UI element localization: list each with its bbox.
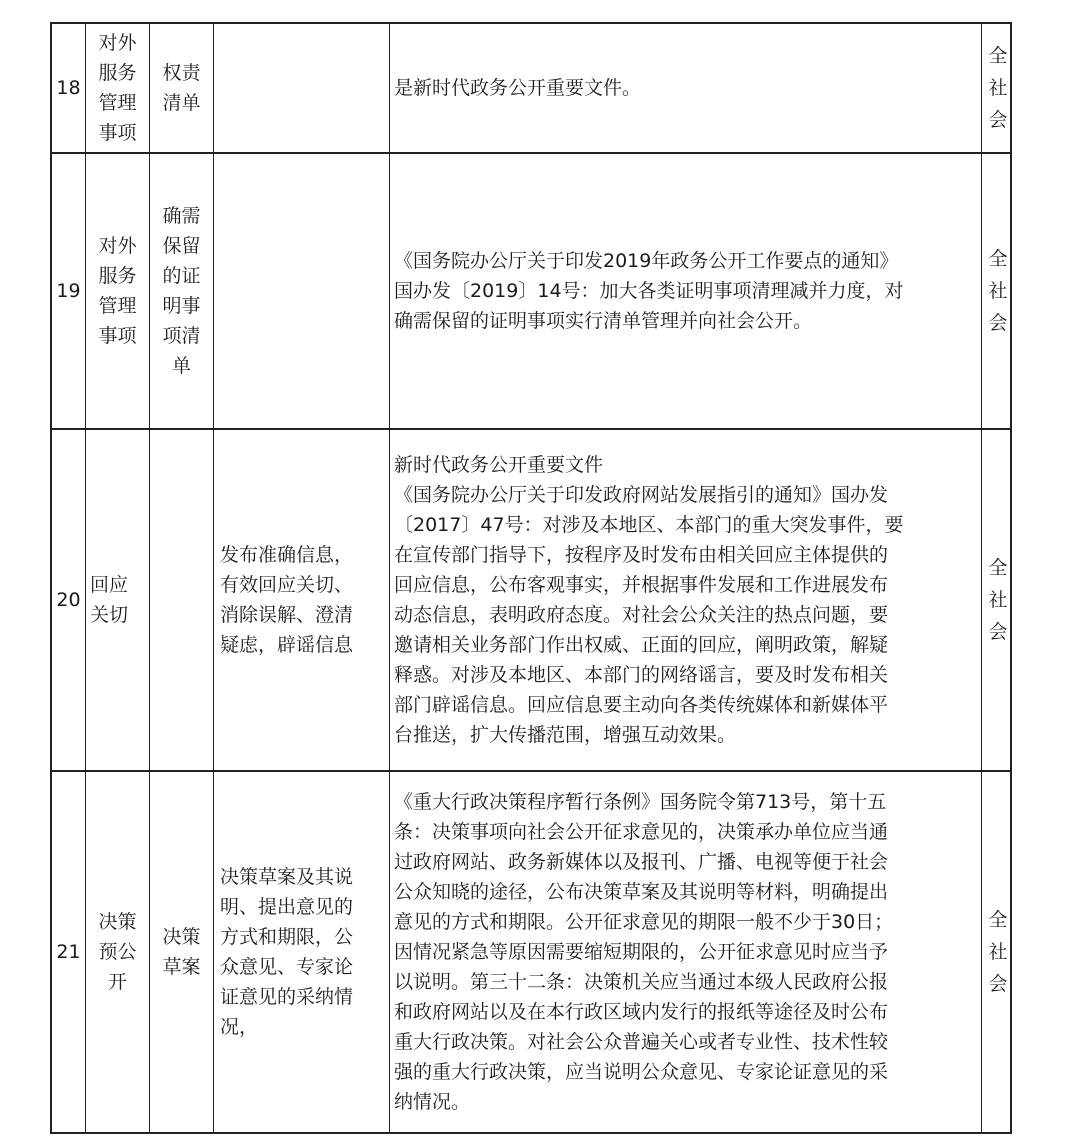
table-row: [50, 154, 1012, 430]
table-row: [50, 772, 1012, 1134]
scope-cell: 全 社 会: [988, 557, 1008, 643]
row-number: 18: [52, 24, 86, 152]
disclosure-table: [50, 22, 1012, 1134]
row-number: 20: [52, 430, 86, 770]
basis-cell: 《重大行政决策程序暂行条例》国务院令第713号，第十五 条：决策事项向社会公开征求意见的，决策承办单位应当通 过政府网站、政务新媒体以及报刊、广播、电视等便于社会 公众知晓的途径，公布决策草案及其说明等材料，明确提出 意见的方式和期限。公开征求意见的期限一般不少于30日； 因情况紧急等原因需要缩短期限的，公开征求意见时应当予 以说明。第三十二条：决策机关应当通过本级人民政府公报 和政府网站以及在本行政区域内发行的报纸等途径及时公布 重大行政决策。对社会公众普遍关心或者专业性、技术性较 强的重大行政决策，应当说明公众意见、专家论证意见的采 纳情况。: [390, 772, 982, 1132]
content-cell: 发布准确信息， 有效回应关切、 消除误解、澄清 疑虑，辟谣信息: [214, 430, 390, 770]
content-cell: 决策草案及其说 明、提出意见的 方式和期限，公 众意见、专家论 证意见的采纳情 况，: [214, 772, 390, 1132]
item-cell: 确需 保留 的证 明事 项清 单: [150, 154, 214, 428]
table-row: [50, 430, 1012, 772]
item-cell: 决策 草案: [150, 772, 214, 1132]
basis-cell: 新时代政务公开重要文件 《国务院办公厅关于印发政府网站发展指引的通知》国办发 〔2017〕47号：对涉及本地区、本部门的重大突发事件，要 在宣传部门指导下，按程序及时发布由相关回应主体提供的 回应信息，公布客观事实，并根据事件发展和工作进展发布 动态信息，表明政府态度。对社会公众关注的热点问题，要 邀请相关业务部门作出权威、正面的回应，阐明政策，解疑 释惑。对涉及本地区、本部门的网络谣言，要及时发布相关 部门辟谣信息。回应信息要主动向各类传统媒体和新媒体平 台推送，扩大传播范围，增强互动效果。: [390, 430, 982, 770]
content-cell: [214, 154, 390, 428]
category-cell: 对外 服务 管理 事项: [86, 24, 150, 152]
row-number: 21: [52, 772, 86, 1132]
basis-cell: 《国务院办公厅关于印发2019年政务公开工作要点的通知》 国办发〔2019〕14号：加大各类证明事项清理减并力度，对 确需保留的证明事项实行清单管理并向社会公开。: [390, 154, 982, 428]
scope-cell: 全 社 会: [988, 909, 1008, 995]
content-cell: [214, 24, 390, 152]
category-cell: 决策 预公 开: [86, 772, 150, 1132]
category-cell: 对外 服务 管理 事项: [86, 154, 150, 428]
table-row: [50, 22, 1012, 154]
item-cell: 权责 清单: [150, 24, 214, 152]
item-cell: [150, 430, 214, 770]
basis-cell: 是新时代政务公开重要文件。: [390, 24, 982, 152]
scope-cell: 全 社 会: [988, 45, 1008, 131]
category-cell: 回应 关切: [86, 430, 150, 770]
scope-cell: 全 社 会: [988, 248, 1008, 334]
row-number: 19: [52, 154, 86, 428]
